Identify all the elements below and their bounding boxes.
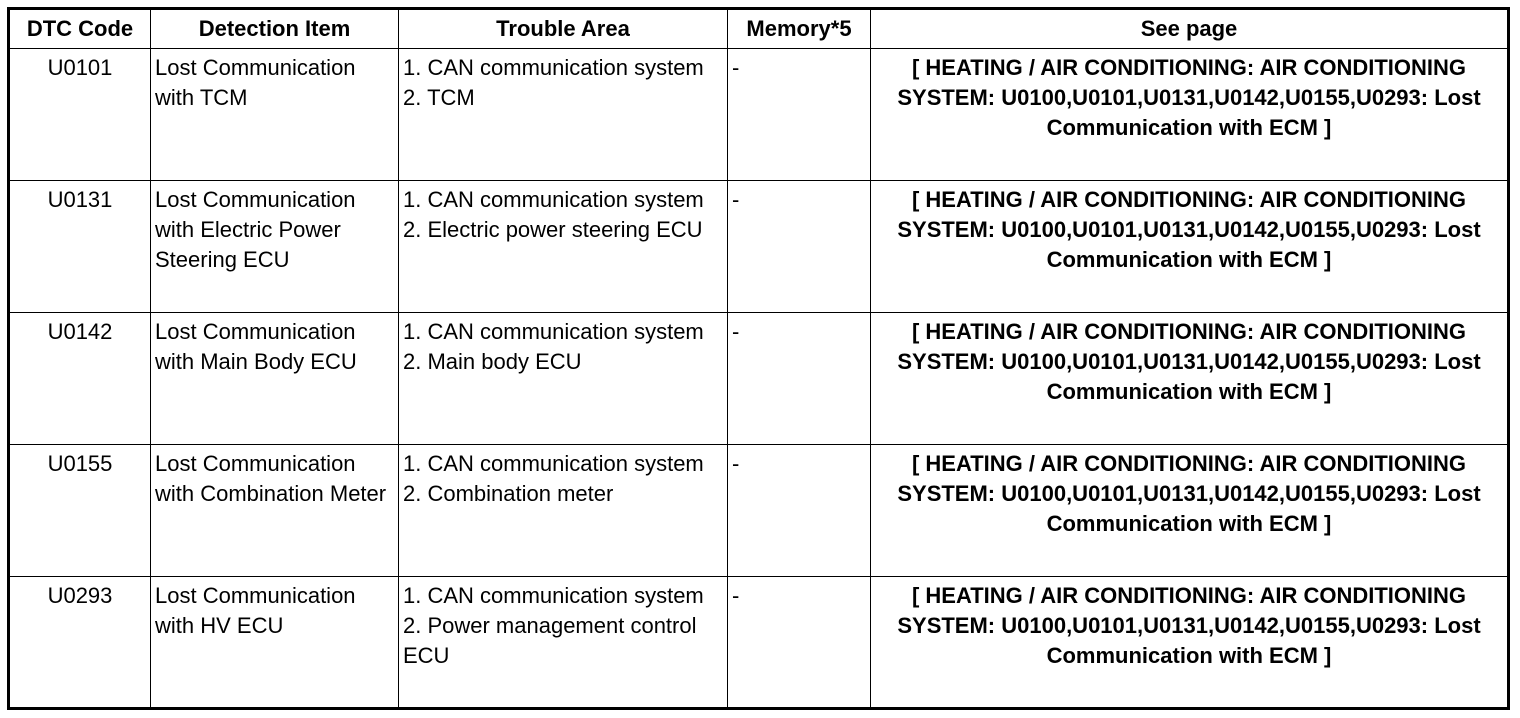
trouble-area-cell bbox=[399, 181, 728, 313]
dtc-table bbox=[7, 7, 1510, 710]
trouble-area-item: 1. CAN communication system bbox=[403, 55, 704, 80]
trouble-area-item: 2. Main body ECU bbox=[403, 349, 582, 374]
header-dtc-code: DTC Code bbox=[9, 9, 151, 49]
header-detection-item: Detection Item bbox=[151, 9, 399, 49]
memory-cell: - bbox=[728, 49, 871, 181]
memory-cell: - bbox=[728, 313, 871, 445]
dtc-code-cell: U0131 bbox=[9, 181, 151, 313]
trouble-area-item: 2. Combination meter bbox=[403, 481, 614, 506]
see-page-link[interactable]: [ HEATING / AIR CONDITIONING: AIR CONDITIONING SYSTEM: U0100,U0101,U0131,U0142,U0155,U0293: Lost Communication with ECM ] bbox=[871, 313, 1509, 445]
dtc-code-cell: U0293 bbox=[9, 577, 151, 709]
header-memory: Memory*5 bbox=[728, 9, 871, 49]
see-page-link[interactable]: [ HEATING / AIR CONDITIONING: AIR CONDITIONING SYSTEM: U0100,U0101,U0131,U0142,U0155,U0293: Lost Communication with ECM ] bbox=[871, 49, 1509, 181]
memory-cell: - bbox=[728, 445, 871, 577]
detection-item-cell: Lost Communication with HV ECU bbox=[151, 577, 399, 709]
dtc-code-cell: U0101 bbox=[9, 49, 151, 181]
trouble-area-cell bbox=[399, 313, 728, 445]
memory-cell: - bbox=[728, 577, 871, 709]
detection-item-cell: Lost Communication with TCM bbox=[151, 49, 399, 181]
dtc-code-cell: U0155 bbox=[9, 445, 151, 577]
dtc-code-cell: U0142 bbox=[9, 313, 151, 445]
trouble-area-cell bbox=[399, 577, 728, 709]
memory-cell: - bbox=[728, 181, 871, 313]
table-row bbox=[9, 577, 1509, 709]
trouble-area-item: 1. CAN communication system bbox=[403, 451, 704, 476]
trouble-area-cell bbox=[399, 49, 728, 181]
table-row bbox=[9, 181, 1509, 313]
header-see-page: See page bbox=[871, 9, 1509, 49]
detection-item-cell: Lost Communication with Electric Power Steering ECU bbox=[151, 181, 399, 313]
trouble-area-item: 2. TCM bbox=[403, 85, 475, 110]
trouble-area-item: 1. CAN communication system bbox=[403, 187, 704, 212]
table-row bbox=[9, 445, 1509, 577]
see-page-link[interactable]: [ HEATING / AIR CONDITIONING: AIR CONDITIONING SYSTEM: U0100,U0101,U0131,U0142,U0155,U0293: Lost Communication with ECM ] bbox=[871, 577, 1509, 709]
dtc-table-container bbox=[7, 7, 1510, 710]
header-row bbox=[9, 9, 1509, 49]
trouble-area-item: 2. Power management control ECU bbox=[403, 613, 697, 668]
table-row bbox=[9, 49, 1509, 181]
trouble-area-cell bbox=[399, 445, 728, 577]
trouble-area-item: 2. Electric power steering ECU bbox=[403, 217, 703, 242]
see-page-link[interactable]: [ HEATING / AIR CONDITIONING: AIR CONDITIONING SYSTEM: U0100,U0101,U0131,U0142,U0155,U0293: Lost Communication with ECM ] bbox=[871, 181, 1509, 313]
header-trouble-area: Trouble Area bbox=[399, 9, 728, 49]
detection-item-cell: Lost Communication with Combination Meter bbox=[151, 445, 399, 577]
trouble-area-item: 1. CAN communication system bbox=[403, 319, 704, 344]
see-page-link[interactable]: [ HEATING / AIR CONDITIONING: AIR CONDITIONING SYSTEM: U0100,U0101,U0131,U0142,U0155,U0293: Lost Communication with ECM ] bbox=[871, 445, 1509, 577]
detection-item-cell: Lost Communication with Main Body ECU bbox=[151, 313, 399, 445]
table-row bbox=[9, 313, 1509, 445]
trouble-area-item: 1. CAN communication system bbox=[403, 583, 704, 608]
